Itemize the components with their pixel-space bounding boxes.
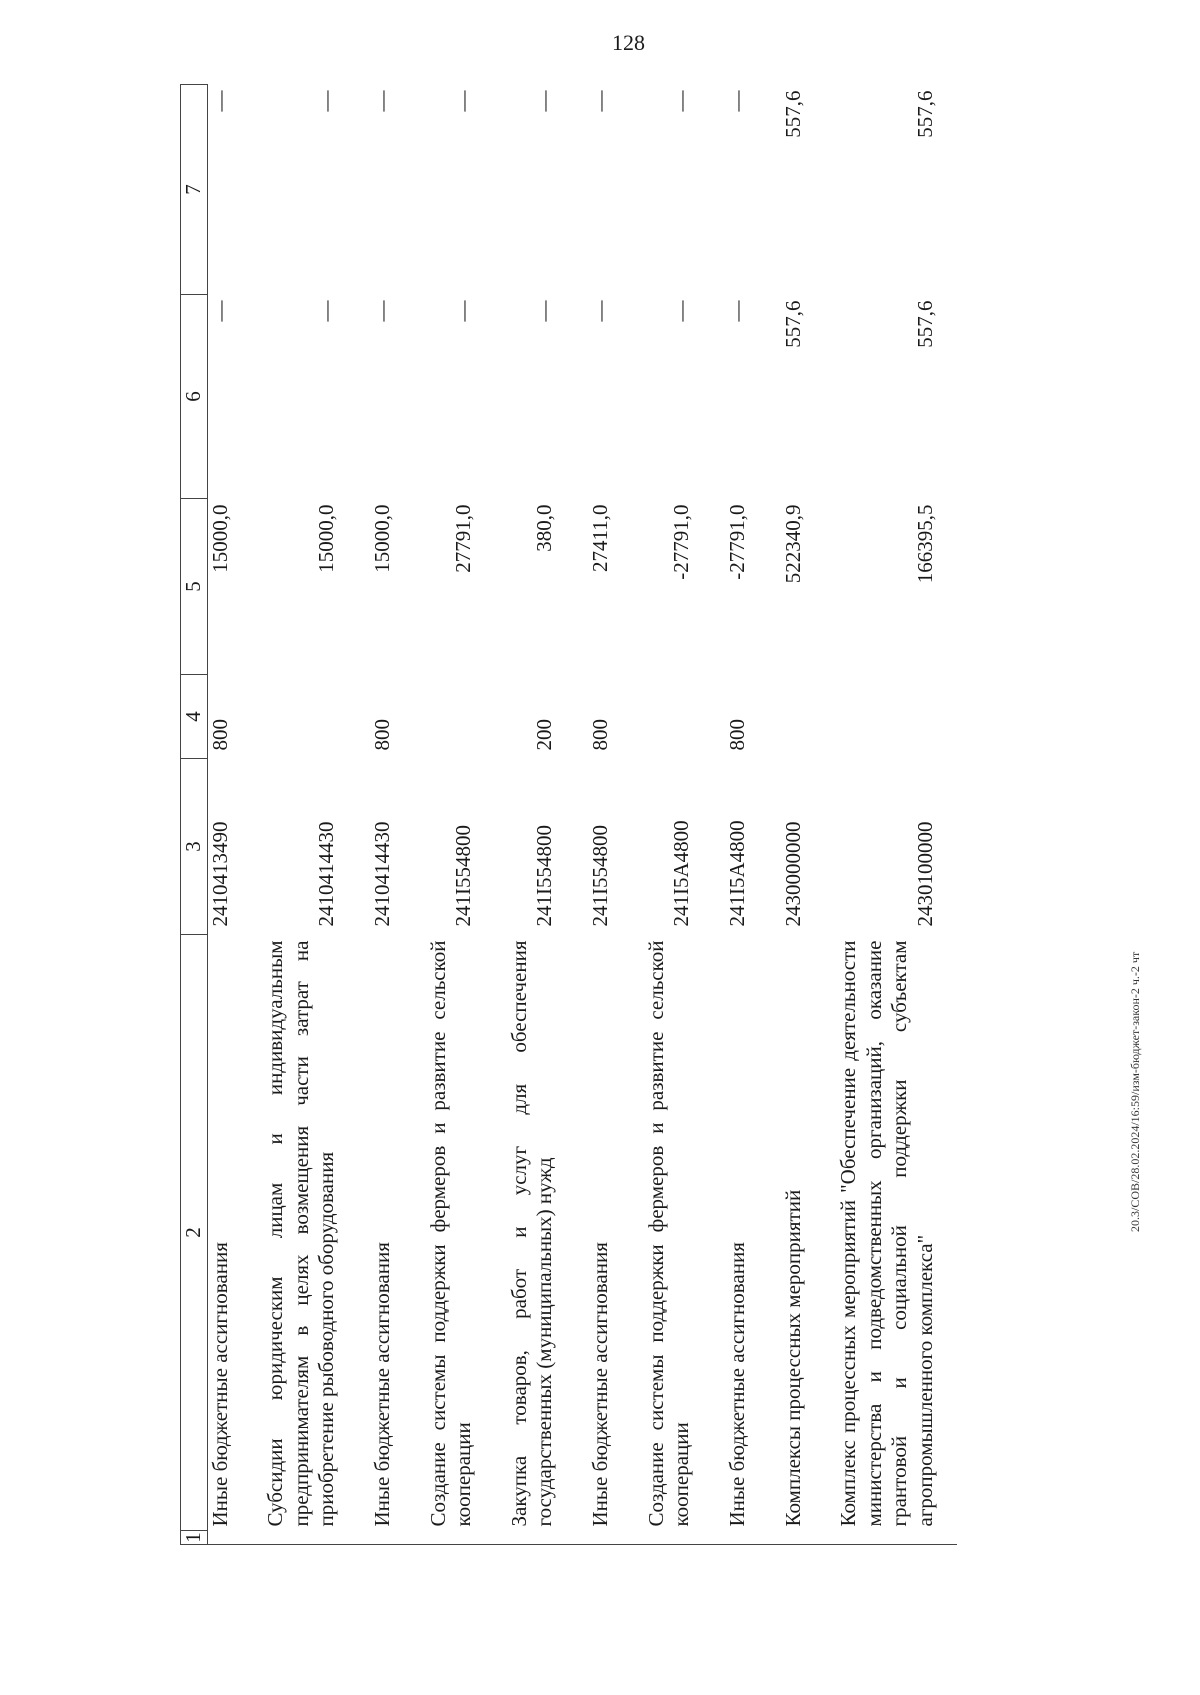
cell-description: Иные бюджетные ассигнования: [370, 1242, 395, 1527]
cell-amount-2026: —: [588, 90, 613, 112]
cell-amount-2024: -27791,0: [669, 504, 694, 580]
header-col-5: 5: [181, 499, 208, 675]
cell-amount-2025: —: [207, 300, 232, 322]
table-row: [769, 85, 825, 1545]
cell-amount-2025: —: [314, 300, 339, 322]
cell-description: Иные бюджетные ассигнования: [207, 1242, 232, 1527]
table-row: [632, 85, 713, 1545]
cell-target-code: 241I554800: [451, 825, 476, 927]
cell-amount-2026: —: [314, 90, 339, 112]
header-col-6: 6: [181, 295, 208, 499]
cell-col-1: [207, 1531, 251, 1545]
header-col-7: 7: [181, 85, 208, 295]
table-row: [576, 85, 632, 1545]
cell-col-1: [632, 1531, 713, 1545]
header-col-1: 1: [181, 1531, 208, 1545]
cell-amount-2024: 380,0: [532, 504, 557, 552]
table-header-row: [181, 85, 208, 1545]
cell-col-1: [769, 1531, 825, 1545]
header-col-3: 3: [181, 759, 208, 935]
cell-description: Комплекс процессных мероприятий "Обеспечение деятельности министерства и подведомственных организаций, оказание грантовой и социальной поддержки субъектам агропромышленного комплекса": [836, 940, 937, 1527]
budget-table-rotated: [180, 85, 965, 1545]
cell-amount-2025: 557,6: [780, 300, 805, 348]
cell-target-code: 2410413490: [207, 821, 232, 927]
cell-amount-2024: 27411,0: [588, 504, 613, 572]
cell-amount-2025: —: [669, 300, 694, 322]
cell-amount-2026: —: [370, 90, 395, 112]
cell-description: Создание системы поддержки фермеров и развитие сельской кооперации: [643, 940, 694, 1527]
table-row: [713, 85, 769, 1545]
cell-target-code: 2410414430: [314, 821, 339, 927]
table-body: [207, 85, 956, 1545]
cell-amount-2025: 557,6: [912, 300, 937, 348]
cell-description: Создание системы поддержки фермеров и развитие сельской кооперации: [425, 940, 476, 1527]
cell-description: Закупка товаров, работ и услуг для обеспечения государственных (муниципальных) нужд: [506, 940, 557, 1527]
cell-expense-type: [632, 675, 713, 759]
cell-amount-2024: -27791,0: [724, 504, 749, 580]
cell-amount-2024: 15000,0: [314, 504, 339, 573]
cell-expense-type: [769, 675, 825, 759]
cell-expense-type: 800: [724, 719, 749, 751]
cell-col-1: [414, 1531, 495, 1545]
cell-amount-2024: 166395,5: [912, 504, 937, 584]
cell-expense-type: [824, 675, 956, 759]
cell-amount-2024: 522340,9: [780, 504, 805, 584]
cell-expense-type: 800: [207, 719, 232, 751]
cell-amount-2025: —: [724, 300, 749, 322]
header-col-2: 2: [181, 935, 208, 1531]
cell-description: Субсидии юридическим лицам и индивидуальным предпринимателям в целях возмещения части затрат на приобретение рыбоводного оборудования: [263, 940, 339, 1527]
table-row: [824, 85, 956, 1545]
cell-amount-2024: 27791,0: [451, 504, 476, 573]
cell-amount-2025: —: [532, 300, 557, 322]
cell-col-1: [251, 1531, 358, 1545]
table-row: [207, 85, 251, 1545]
cell-expense-type: 800: [588, 719, 613, 751]
cell-amount-2026: 557,6: [912, 90, 937, 138]
cell-col-1: [358, 1531, 414, 1545]
cell-target-code: 2430000000: [780, 821, 805, 927]
cell-amount-2026: 557,6: [780, 90, 805, 138]
cell-description: Иные бюджетные ассигнования: [724, 1242, 749, 1527]
cell-target-code: 241I5A4800: [669, 820, 694, 927]
cell-amount-2026: —: [724, 90, 749, 112]
cell-amount-2025: —: [451, 300, 476, 322]
cell-amount-2024: 15000,0: [207, 504, 232, 573]
cell-expense-type: 200: [532, 719, 557, 751]
page-number: 128: [612, 30, 645, 55]
footer-code: 20.3/СОВ/28.02.2024/16:59/изм-бюджет-закон-2 ч.-2 чт: [1128, 951, 1142, 1232]
cell-target-code: 2410414430: [370, 821, 395, 927]
cell-col-1: [824, 1531, 956, 1545]
budget-table: [180, 84, 957, 1545]
cell-description: Комплексы процессных мероприятий: [780, 1189, 805, 1527]
cell-amount-2026: —: [207, 90, 232, 112]
cell-target-code: 241I554800: [588, 825, 613, 927]
table-row: [251, 85, 358, 1545]
cell-amount-2026: —: [669, 90, 694, 112]
table-row: [495, 85, 576, 1545]
cell-amount-2025: —: [588, 300, 613, 322]
cell-amount-2024: 15000,0: [370, 504, 395, 573]
cell-col-1: [495, 1531, 576, 1545]
cell-expense-type: [251, 675, 358, 759]
header-col-4: 4: [181, 675, 208, 759]
cell-col-1: [713, 1531, 769, 1545]
cell-expense-type: [414, 675, 495, 759]
table-row: [414, 85, 495, 1545]
cell-target-code: 241I5A4800: [724, 820, 749, 927]
cell-amount-2026: —: [532, 90, 557, 112]
cell-target-code: 241I554800: [532, 825, 557, 927]
cell-col-1: [576, 1531, 632, 1545]
cell-expense-type: 800: [370, 719, 395, 751]
cell-description: Иные бюджетные ассигнования: [588, 1242, 613, 1527]
cell-target-code: 2430100000: [912, 821, 937, 927]
cell-amount-2026: —: [451, 90, 476, 112]
cell-amount-2025: —: [370, 300, 395, 322]
table-row: [358, 85, 414, 1545]
